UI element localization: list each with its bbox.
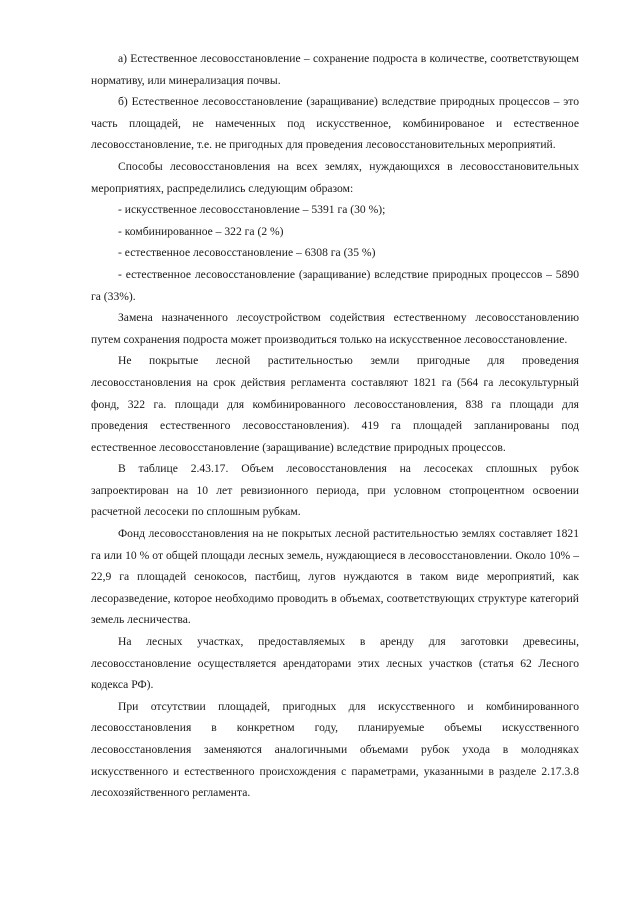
document-page (91, 48, 579, 804)
paragraph-leased-plots: На лесных участках, предоставляемых в аренду для заготовки древесины, лесовосстановление осуществляется арендаторами этих лесных участков (статья 62 Лесного кодекса РФ). (91, 635, 579, 692)
paragraph-absence-of-areas: При отсутствии площадей, пригодных для искусственного и комбинированного лесовосстановления в конкретном году, планируемые объемы искусственного лесовосстановления заменяются аналогичными объемами рубок ухода в молодняках искусственного и естественного происхождения с параметрами, указанными в разделе 2.17.3.8 лесохозяйственного регламента. (91, 699, 579, 800)
list-item-artificial: - искусственное лесовосстановление – 5391 га (30 %); (118, 203, 386, 217)
list-item-overgrowth: - естественное лесовосстановление (заращивание) вследствие природных процессов – 5890 га (33%). (91, 267, 579, 303)
paragraph-replacement: Замена назначенного лесоустройством содействия естественному лесовосстановлению путем сохранения подроста может производиться только на искусственное лесовосстановление. (91, 311, 579, 346)
paragraph-unforested-lands: Не покрытые лесной растительностью земли пригодные для проведения лесовосстановления на срок действия регламента составляют 1821 га (564 га лесокультурный фонд, 322 га. площади для комбинированного лесовосстановления, 838 га площади для проведения естественного лесовосстановления). 419 га площадей запланированы под естественное лесовосстановление (заращивание) вследствие природных процессов. (91, 354, 579, 454)
list-item-natural: - естественное лесовосстановление – 6308 га (35 %) (118, 246, 376, 260)
list-item-combined: - комбинированное – 322 га (2 %) (118, 224, 284, 238)
paragraph-natural-regeneration: а) Естественное лесовосстановление – сохранение подроста в количестве, соответствующем нормативу, или минерализация почвы. (91, 52, 579, 87)
paragraph-table-reference: В таблице 2.43.17. Объем лесовосстановления на лесосеках сплошных рубок запроектирован на 10 лет ревизионного периода, при условном стопроцентном освоении расчетной лесосеки по сплошным рубкам. (91, 462, 579, 519)
paragraph-regeneration-fund: Фонд лесовосстановления на не покрытых лесной растительностью землях составляет 1821 га или 10 % от общей площади лесных земель, нуждающиеся в лесовосстановлении. Около 10% – 22,9 га площадей сенокосов, пастбищ, лугов нуждаются в таком виде мероприятий, как лесоразведение, которое необходимо проводить в объемах, соответствующих структуре категорий земель лесничества. (91, 527, 579, 627)
paragraph-overgrowth: б) Естественное лесовосстановление (заращивание) вследствие природных процессов – это часть площадей, не намеченных под искусственное, комбинированое и естественное лесовосстановление, т.е. не пригодных для проведения лесовосстановительных мероприятий. (91, 95, 579, 152)
paragraph-methods-intro: Способы лесовосстановления на всех землях, нуждающихся в лесовосстановительных мероприятиях, распределились следующим образом: (91, 159, 579, 195)
